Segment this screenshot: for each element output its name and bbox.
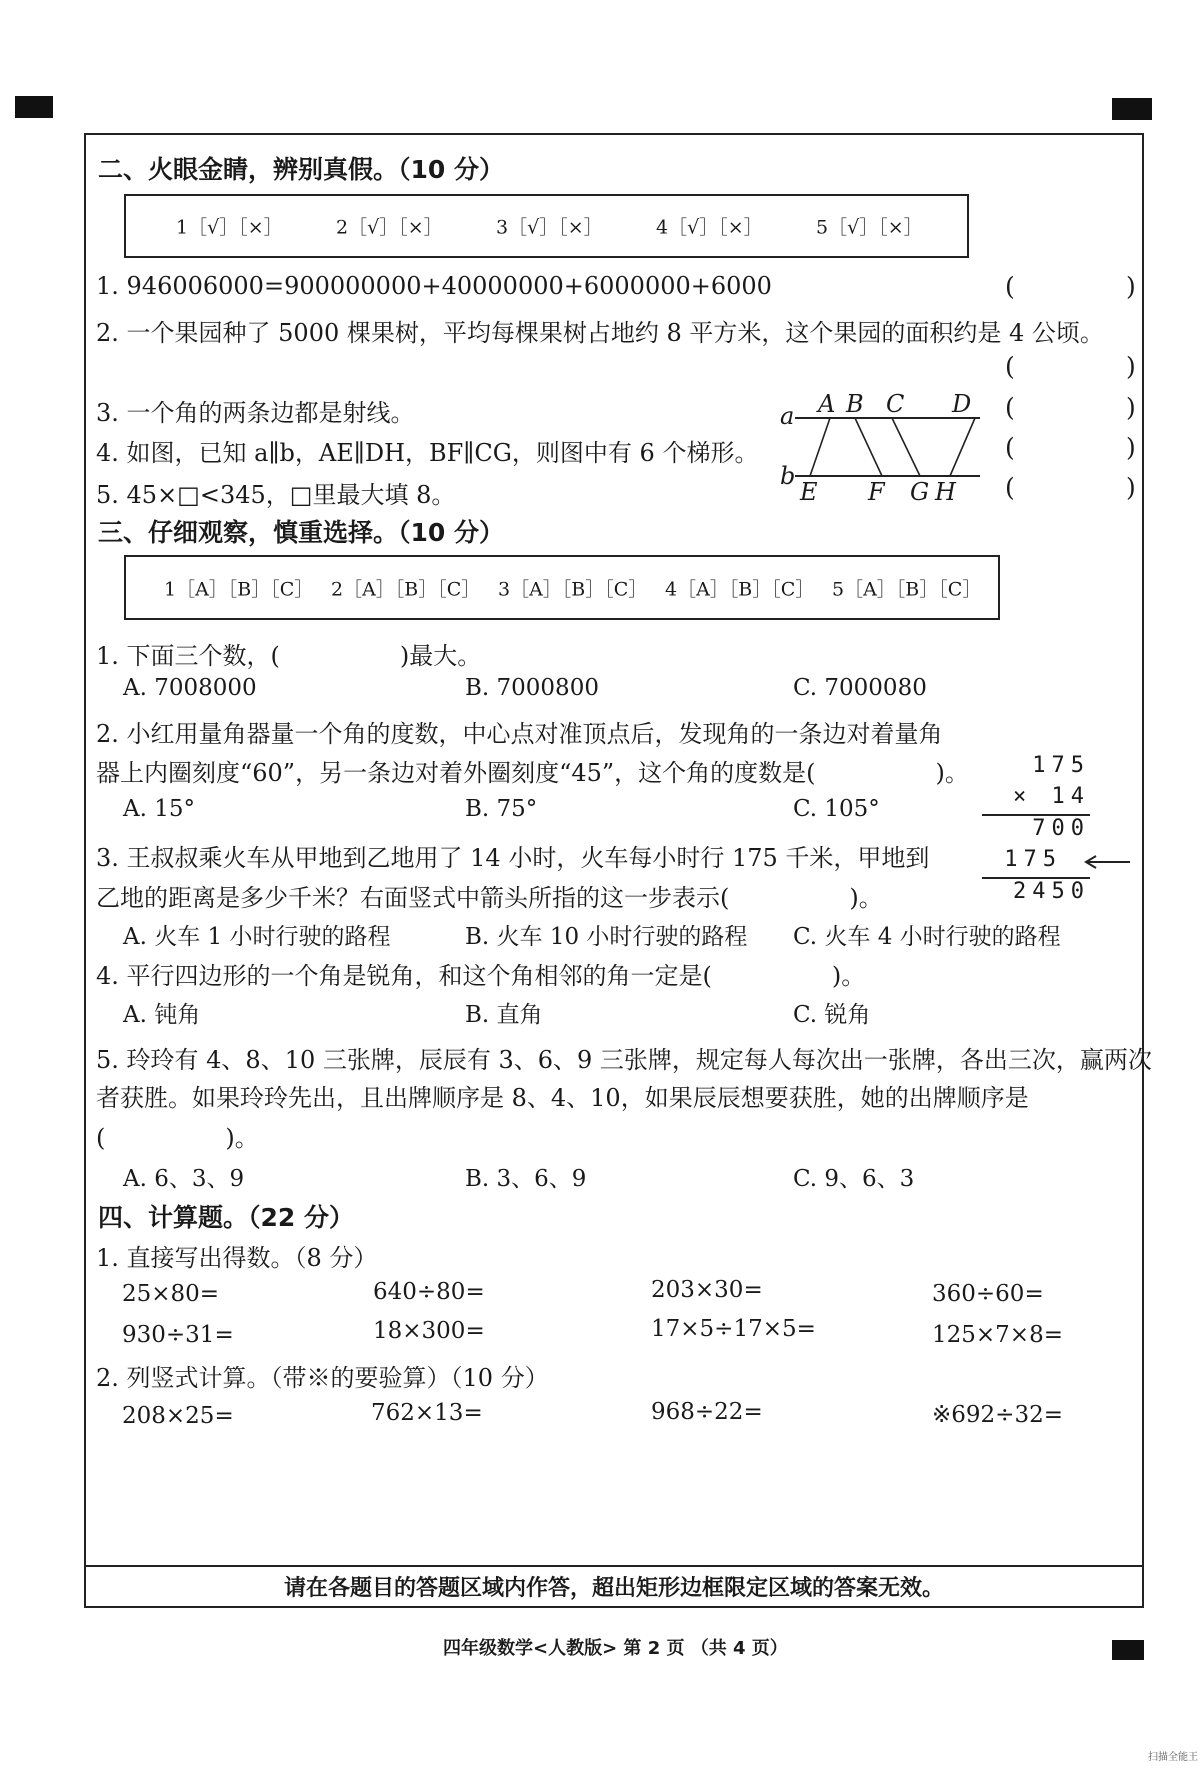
label-line-a: a xyxy=(780,402,795,430)
calc-item: 17×5÷17×5= xyxy=(651,1316,816,1342)
section-3-title: 三、仔细观察，慎重选择。（10 分） xyxy=(98,518,504,547)
section-2-title: 二、火眼金睛，辨别真假。（10 分） xyxy=(98,155,504,184)
calc-subsection-1: 1. 直接写出得数。（8 分） xyxy=(96,1244,378,1272)
mult-multiplicand: 175 xyxy=(1032,753,1090,778)
q3-option-a: A. 火车 1 小时行驶的路程 xyxy=(123,924,391,950)
registration-mark-bottom-right xyxy=(1112,1640,1144,1660)
tf-question-5: 5. 45×□<345，□里最大填 8。 xyxy=(96,481,456,509)
tf-bubble-3[interactable]: 3［√］［×］ xyxy=(496,216,603,239)
mult-multiplier: × 14 xyxy=(1013,784,1090,809)
label-point-H: H xyxy=(935,478,956,506)
q5-option-c: C. 9、6、3 xyxy=(793,1166,915,1192)
choice-bubble-4[interactable]: 4［A］［B］［C］ xyxy=(665,578,815,600)
true-false-answer-sheet xyxy=(124,194,969,258)
tf-question-4: 4. 如图，已知 a∥b，AE∥DH，BF∥CG，则图中有 6 个梯形。 xyxy=(96,439,759,467)
scan-app-logo: 扫描全能王 xyxy=(1148,1752,1198,1763)
mult-partial-2: 175 xyxy=(1004,847,1062,872)
answer-area-notice: 请在各题目的答题区域内作答，超出矩形边框限定区域的答案无效。 xyxy=(84,1565,1144,1608)
q5-option-a: A. 6、3、9 xyxy=(123,1166,245,1192)
choice-question-5-line3: ( )。 xyxy=(96,1124,259,1152)
choice-answer-sheet xyxy=(124,555,1000,620)
label-point-D: D xyxy=(952,390,972,418)
q1-option-a: A. 7008000 xyxy=(123,675,257,701)
q1-option-b: B. 7000800 xyxy=(465,675,599,701)
tf-bubble-4[interactable]: 4［√］［×］ xyxy=(656,216,763,239)
label-point-B: B xyxy=(846,390,864,418)
calc-item: 640÷80= xyxy=(373,1279,485,1305)
label-point-G: G xyxy=(910,478,930,506)
tf-bubble-1[interactable]: 1［√］［×］ xyxy=(176,216,283,239)
choice-question-1: 1. 下面三个数，( )最大。 xyxy=(96,642,482,670)
q4-option-b: B. 直角 xyxy=(465,1002,543,1028)
registration-mark-top-left xyxy=(15,96,53,118)
q4-option-a: A. 钝角 xyxy=(123,1002,201,1028)
calc-item: 762×13= xyxy=(371,1400,483,1426)
tf-question-3: 3. 一个角的两条边都是射线。 xyxy=(96,399,415,427)
registration-mark-top-right xyxy=(1112,98,1152,120)
q2-option-b: B. 75° xyxy=(465,796,538,822)
calc-item: 25×80= xyxy=(122,1281,220,1307)
calc-subsection-2: 2. 列竖式计算。（带※的要验算）（10 分） xyxy=(96,1364,549,1392)
choice-question-4: 4. 平行四边形的一个角是锐角，和这个角相邻的角一定是( )。 xyxy=(96,962,866,990)
choice-bubble-2[interactable]: 2［A］［B］［C］ xyxy=(331,578,481,600)
calc-item: ※692÷32= xyxy=(932,1402,1063,1428)
tf-bubble-2[interactable]: 2［√］［×］ xyxy=(336,216,443,239)
mult-product: 2450 xyxy=(1013,879,1090,904)
page-footer: 四年级数学<人教版> 第 2 页 （共 4 页） xyxy=(443,1638,788,1659)
tf-question-2: 2. 一个果园种了 5000 棵果树，平均每棵果树占地约 8 平方米，这个果园的面积约是 4 公顷。 xyxy=(96,319,1104,347)
calc-item: 18×300= xyxy=(373,1318,485,1344)
label-point-C: C xyxy=(886,390,905,418)
q2-option-c: C. 105° xyxy=(793,796,880,822)
section-4-title: 四、计算题。（22 分） xyxy=(98,1203,354,1232)
tf-question-1: 1. 946006000=900000000+40000000+6000000+6000 xyxy=(96,272,772,300)
arrow-left-icon xyxy=(1082,854,1132,870)
choice-bubble-1[interactable]: 1［A］［B］［C］ xyxy=(164,578,314,600)
q4-option-c: C. 锐角 xyxy=(793,1002,871,1028)
vertical-multiplication xyxy=(980,753,1090,903)
choice-bubble-3[interactable]: 3［A］［B］［C］ xyxy=(498,578,648,600)
choice-bubble-5[interactable]: 5［A］［B］［C］ xyxy=(832,578,982,600)
q2-option-a: A. 15° xyxy=(123,796,195,822)
label-line-b: b xyxy=(780,462,796,490)
q5-option-b: B. 3、6、9 xyxy=(465,1166,587,1192)
choice-question-5-line1: 5. 玲玲有 4、8、10 三张牌，辰辰有 3、6、9 三张牌，规定每人每次出一张牌，各出三次，赢两次 xyxy=(96,1046,1152,1074)
mult-partial-1: 700 xyxy=(1032,816,1090,841)
choice-question-2-line1: 2. 小红用量角器量一个角的度数，中心点对准顶点后，发现角的一条边对着量角 xyxy=(96,720,943,748)
calc-item: 930÷31= xyxy=(122,1322,234,1348)
choice-question-5-line2: 者获胜。如果玲玲先出，且出牌顺序是 8、4、10，如果辰辰想要获胜，她的出牌顺序是 xyxy=(96,1084,1029,1112)
calc-item: 208×25= xyxy=(122,1403,234,1429)
label-point-F: F xyxy=(868,478,885,506)
q3-option-c: C. 火车 4 小时行驶的路程 xyxy=(793,924,1061,950)
calc-item: 360÷60= xyxy=(932,1281,1044,1307)
calc-item: 203×30= xyxy=(651,1277,763,1303)
tf-bubble-5[interactable]: 5［√］［×］ xyxy=(816,216,923,239)
label-point-A: A xyxy=(818,390,836,418)
calc-item: 968÷22= xyxy=(651,1399,763,1425)
q1-option-c: C. 7000080 xyxy=(793,675,927,701)
choice-question-3-line2: 乙地的距离是多少千米？右面竖式中箭头所指的这一步表示( )。 xyxy=(96,884,883,912)
choice-question-2-line2: 器上内圈刻度“60”，另一条边对着外圈刻度“45”，这个角的度数是( )。 xyxy=(96,759,969,787)
q3-option-b: B. 火车 10 小时行驶的路程 xyxy=(465,924,748,950)
choice-question-3-line1: 3. 王叔叔乘火车从甲地到乙地用了 14 小时，火车每小时行 175 千米，甲地到 xyxy=(96,844,930,872)
calc-item: 125×7×8= xyxy=(932,1322,1063,1348)
label-point-E: E xyxy=(800,478,818,506)
